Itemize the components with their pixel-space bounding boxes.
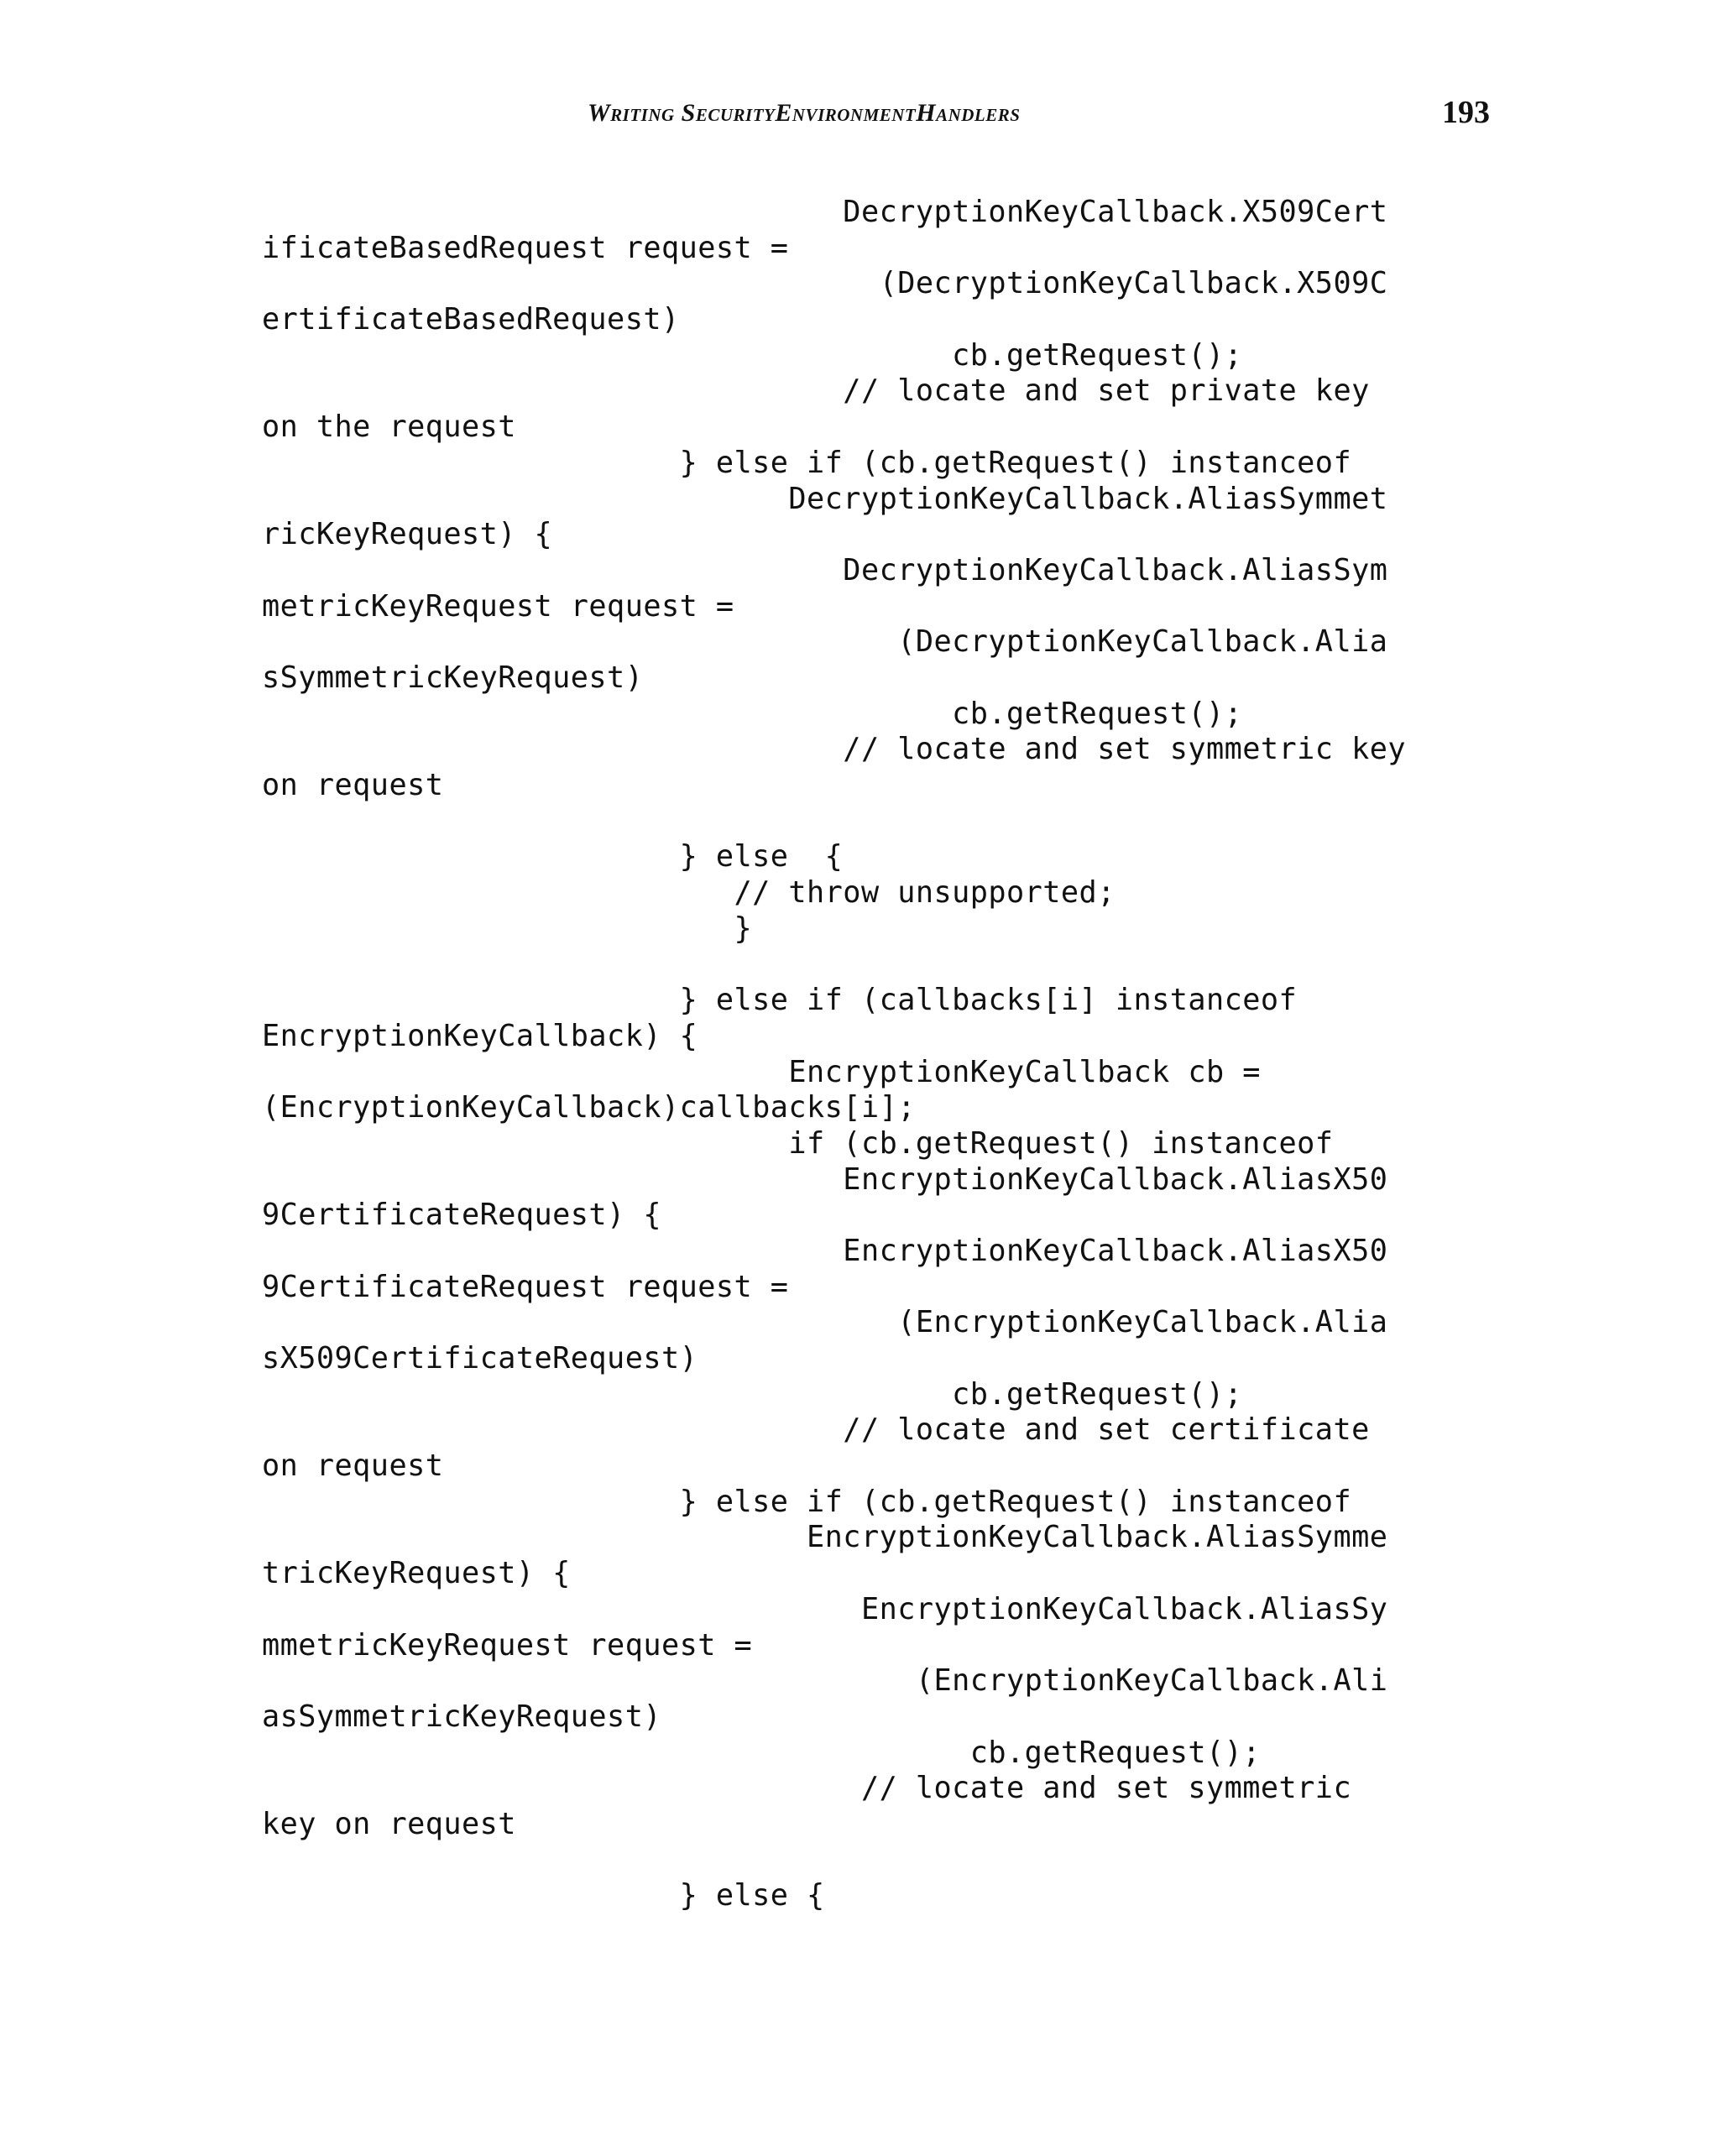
code-line — [262, 1843, 1406, 1879]
code-line: EncryptionKeyCallback.AliasSy — [262, 1591, 1388, 1626]
code-line: sX509CertificateRequest) — [262, 1341, 698, 1376]
code-line: metricKeyRequest request = — [262, 588, 734, 624]
running-title: Writing SecurityEnvironmentHandlers — [588, 99, 1021, 127]
page-number: 193 — [1442, 95, 1490, 130]
code-line: (DecryptionKeyCallback.Alia — [262, 624, 1388, 660]
code-line: EncryptionKeyCallback.AliasSymme — [262, 1520, 1388, 1555]
code-line: DecryptionKeyCallback.X509Cert — [262, 195, 1388, 229]
running-header — [0, 95, 1719, 139]
code-line: } else { — [262, 839, 844, 874]
code-line: ertificateBasedRequest) — [262, 302, 680, 337]
code-line: } — [262, 911, 753, 946]
code-line: 9CertificateRequest request = — [262, 1269, 789, 1304]
code-line: cb.getRequest(); — [262, 1376, 1243, 1412]
code-line: on request — [262, 1449, 444, 1484]
code-line: if (cb.getRequest() instanceof — [262, 1125, 1334, 1161]
code-line: on the request — [262, 410, 516, 445]
code-line: } else if (cb.getRequest() instanceof — [262, 1484, 1352, 1519]
code-line: cb.getRequest(); — [262, 337, 1243, 373]
code-line: tricKeyRequest) { — [262, 1556, 571, 1591]
code-line: // locate and set certificate — [262, 1412, 1370, 1448]
code-line: (DecryptionKeyCallback.X509C — [262, 266, 1388, 301]
code-line: (EncryptionKeyCallback.Alia — [262, 1305, 1388, 1340]
code-line: // locate and set symmetric key — [262, 732, 1406, 767]
code-line: } else if (cb.getRequest() instanceof — [262, 445, 1352, 480]
code-listing — [262, 195, 1406, 1914]
code-line — [262, 804, 1406, 840]
code-line: mmetricKeyRequest request = — [262, 1627, 753, 1663]
code-line: cb.getRequest(); — [262, 1735, 1261, 1770]
code-line: // throw unsupported; — [262, 875, 1116, 911]
code-line: key on request — [262, 1806, 516, 1841]
code-line: EncryptionKeyCallback cb = — [262, 1054, 1261, 1089]
code-line: EncryptionKeyCallback) { — [262, 1018, 698, 1053]
code-line: DecryptionKeyCallback.AliasSym — [262, 552, 1388, 587]
code-line: EncryptionKeyCallback.AliasX50 — [262, 1233, 1388, 1268]
code-line: } else { — [262, 1878, 825, 1913]
code-line: asSymmetricKeyRequest) — [262, 1699, 661, 1734]
code-line: (EncryptionKeyCallback.Ali — [262, 1663, 1388, 1699]
code-line: // locate and set symmetric — [262, 1771, 1352, 1806]
code-line: 9CertificateRequest) { — [262, 1198, 661, 1233]
code-line: DecryptionKeyCallback.AliasSymmet — [262, 481, 1388, 516]
code-line: on request — [262, 768, 444, 802]
code-line: (EncryptionKeyCallback)callbacks[i]; — [262, 1090, 916, 1125]
code-line: } else if (callbacks[i] instanceof — [262, 983, 1298, 1018]
code-line — [262, 947, 1406, 983]
code-line: cb.getRequest(); — [262, 696, 1243, 731]
code-line: ificateBasedRequest request = — [262, 230, 789, 265]
code-line: // locate and set private key — [262, 373, 1370, 409]
code-line: ricKeyRequest) { — [262, 517, 553, 552]
code-line: sSymmetricKeyRequest) — [262, 660, 644, 695]
code-line: EncryptionKeyCallback.AliasX50 — [262, 1162, 1388, 1197]
